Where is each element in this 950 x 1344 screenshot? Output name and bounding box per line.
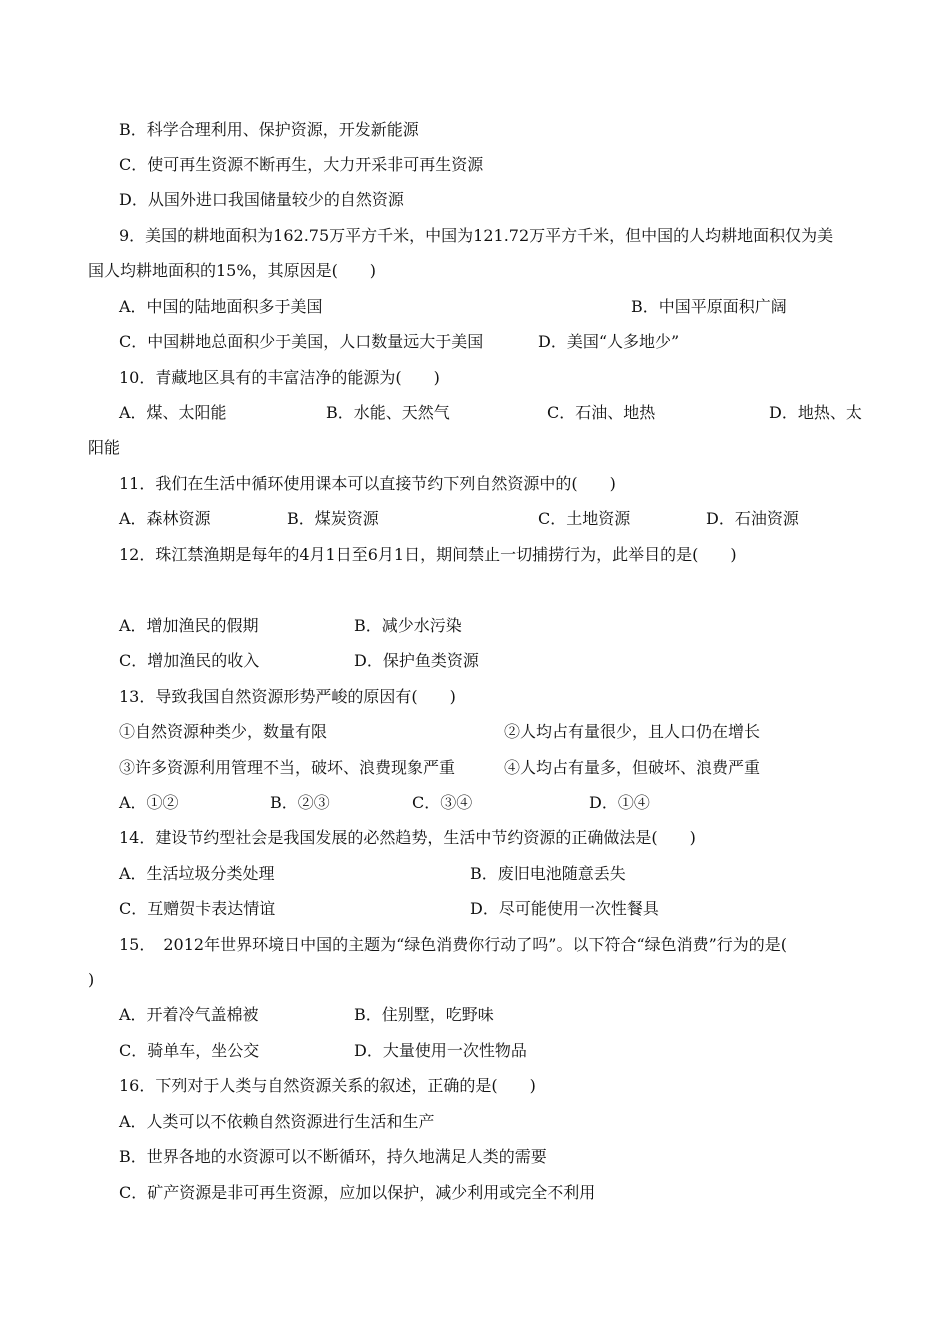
q14-stem: 14．建设节约型社会是我国发展的必然趋势，生活中节约资源的正确做法是( ) [119, 828, 696, 847]
q13-option-b: B．②③ [270, 793, 330, 812]
q15-stem-line1: 15． 2012年世界环境日中国的主题为“绿色消费你行动了吗”。以下符合“绿色消费”行为的是( [119, 935, 788, 954]
q11-option-a: A．森林资源 [119, 509, 211, 528]
q12-stem: 12．珠江禁渔期是每年的4月1日至6月1日，期间禁止一切捕捞行为，此举目的是( ) [119, 545, 737, 564]
q12-option-a: A．增加渔民的假期 [119, 616, 259, 635]
q10-option-c: C．石油、地热 [547, 403, 656, 422]
q15-stem-line2: ) [88, 970, 95, 989]
q15-option-a: A．开着冷气盖棉被 [119, 1005, 259, 1024]
q16-option-a: A．人类可以不依赖自然资源进行生活和生产 [119, 1112, 435, 1131]
q13-item-2: ②人均占有量很少，且人口仍在增长 [504, 722, 761, 741]
q12-option-c: C．增加渔民的收入 [119, 651, 260, 670]
q9-option-c: C．中国耕地总面积少于美国，人口数量远大于美国 [119, 332, 484, 351]
q13-item-3: ③许多资源利用管理不当，破坏、浪费现象严重 [119, 758, 456, 777]
q9-stem-line1: 9．美国的耕地面积为162.75万平方千米，中国为121.72万平方千米，但中国的人均耕地面积仅为美 [119, 226, 834, 245]
q11-stem: 11．我们在生活中循环使用课本可以直接节约下列自然资源中的( ) [119, 474, 616, 493]
q8-option-b: B．科学合理利用、保护资源，开发新能源 [119, 120, 419, 139]
q9-option-a: A．中国的陆地面积多于美国 [119, 297, 323, 316]
q14-option-c: C．互赠贺卡表达情谊 [119, 899, 276, 918]
q12-option-b: B．减少水污染 [354, 616, 462, 635]
q13-stem: 13．导致我国自然资源形势严峻的原因有( ) [119, 687, 456, 706]
q16-stem: 16．下列对于人类与自然资源关系的叙述，正确的是( ) [119, 1076, 536, 1095]
q10-option-d-line1: D．地热、太 [769, 403, 862, 422]
q14-option-d: D．尽可能使用一次性餐具 [470, 899, 659, 918]
q9-stem-line2: 国人均耕地面积的15%，其原因是( ) [88, 261, 377, 280]
q11-option-c: C．土地资源 [538, 509, 631, 528]
q13-item-1: ①自然资源种类少，数量有限 [119, 722, 328, 741]
q13-item-4: ④人均占有量多，但破坏、浪费严重 [504, 758, 761, 777]
q13-option-d: D．①④ [589, 793, 650, 812]
q14-option-a: A．生活垃圾分类处理 [119, 864, 275, 883]
q10-option-a: A．煤、太阳能 [119, 403, 227, 422]
q15-option-d: D．大量使用一次性物品 [354, 1041, 527, 1060]
q8-option-c: C．使可再生资源不断再生，大力开采非可再生资源 [119, 155, 484, 174]
q12-option-d: D．保护鱼类资源 [354, 651, 479, 670]
q10-stem: 10．青藏地区具有的丰富洁净的能源为( ) [119, 368, 440, 387]
q9-option-d: D．美国“人多地少” [538, 332, 680, 351]
q11-option-d: D．石油资源 [706, 509, 799, 528]
q10-option-b: B．水能、天然气 [326, 403, 450, 422]
q13-option-a: A．①② [119, 793, 179, 812]
q8-option-d: D．从国外进口我国储量较少的自然资源 [119, 190, 404, 209]
q14-option-b: B．废旧电池随意丢失 [470, 864, 626, 883]
q10-option-d-line2: 阳能 [88, 438, 121, 457]
q11-option-b: B．煤炭资源 [287, 509, 379, 528]
q13-option-c: C．③④ [412, 793, 473, 812]
q15-option-c: C．骑单车，坐公交 [119, 1041, 260, 1060]
q16-option-c: C．矿产资源是非可再生资源，应加以保护，减少利用或完全不利用 [119, 1183, 596, 1202]
q16-option-b: B．世界各地的水资源可以不断循环，持久地满足人类的需要 [119, 1147, 547, 1166]
q9-option-b: B．中国平原面积广阔 [631, 297, 787, 316]
q15-option-b: B．住别墅，吃野味 [354, 1005, 494, 1024]
